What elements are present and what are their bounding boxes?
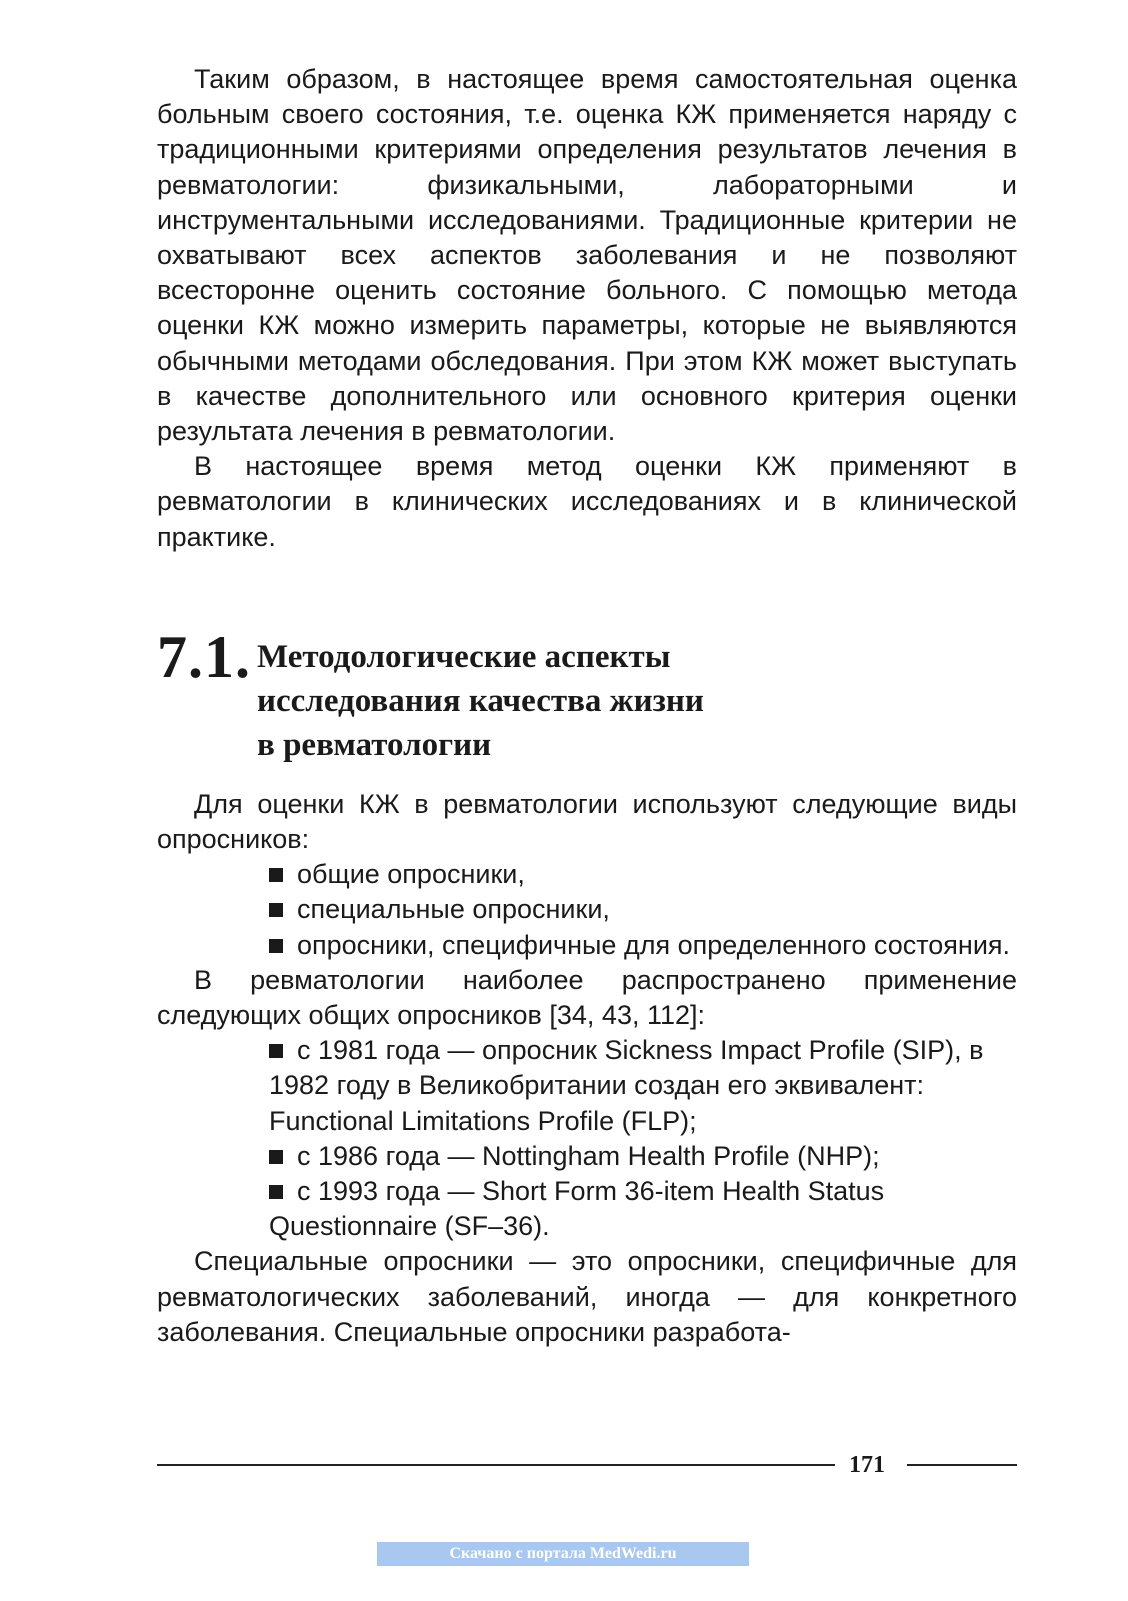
footer-rule-right [907, 1464, 1017, 1466]
download-watermark: Скачано с портала MedWedi.ru [377, 1542, 749, 1566]
list-item: с 1993 года — Short Form 36-item Health Status Questionnaire (SF–36). [269, 1176, 885, 1242]
section-number: 7.1. [157, 623, 251, 690]
page-number: 171 [849, 1451, 885, 1478]
section-title-line-2: исследования качества жизни [257, 682, 704, 719]
list-item: с 1986 года — Nottingham Health Profile (NHP); [269, 1139, 1017, 1174]
square-bullet-icon [269, 903, 283, 917]
paragraph-special-questionnaires: Специальные опросники — это опросники, специфичные для ревматологических заболеваний, иногда — для конкретного заболевания. Специальные опросники разработа- [157, 1246, 1017, 1347]
section-title-line-1: Методологические аспекты [257, 638, 671, 675]
page-content [157, 62, 1017, 1350]
paragraph-common-questionnaires: В ревматологии наиболее распространено применение следующих общих опросников [34, 43, 112]: [157, 964, 1017, 1031]
square-bullet-icon [269, 1185, 283, 1199]
section-spacer [157, 555, 1017, 627]
intro-paragraph-1: Таким образом, в настоящее время самостоятельная оценка больным своего состояния, т.е. оценка КЖ применяется наряду с традиционными критериями определения результатов лечения в ревматологии: физикальными, лабораторными и инструментальными исследованиями. Традиционные критерии не охватывают всех аспектов заболевания и не позволяют всесторонне оценить состояние больного. С помощью метода оценки КЖ можно измерить параметры, которые не выявляются обычными методами обследования. При этом КЖ может выступать в качестве дополнительного или основного критерия оценки результата лечения в ревматологии. [157, 64, 1017, 447]
square-bullet-icon [269, 939, 283, 953]
section-heading [157, 623, 1017, 767]
common-questionnaires-list [157, 1033, 1017, 1244]
paragraph-questionnaire-types: Для оценки КЖ в ревматологии используют следующие виды опросников: [157, 788, 1017, 855]
intro-paragraph-2: В настоящее время метод оценки КЖ применяют в ревматологии в клинических исследованиях и в клинической практике. [157, 451, 1017, 552]
footer-rule-left [157, 1464, 835, 1466]
section-title [257, 635, 704, 767]
square-bullet-icon [269, 1150, 283, 1164]
section-title-line-3: в ревматологии [257, 726, 492, 763]
list-item: специальные опросники, [269, 892, 1017, 927]
questionnaire-types-list [157, 857, 1017, 963]
list-item: опросники, специфичные для определенного состояния. [269, 928, 1017, 963]
square-bullet-icon [269, 1044, 283, 1058]
list-item: общие опросники, [269, 857, 1017, 892]
square-bullet-icon [269, 868, 283, 882]
list-item: с 1981 года — опросник Sickness Impact Profile (SIP), в 1982 году в Великобритании создан его эквивалент: Functional Limitations Profile (FLP); [269, 1035, 984, 1136]
page-footer [157, 1450, 1017, 1480]
